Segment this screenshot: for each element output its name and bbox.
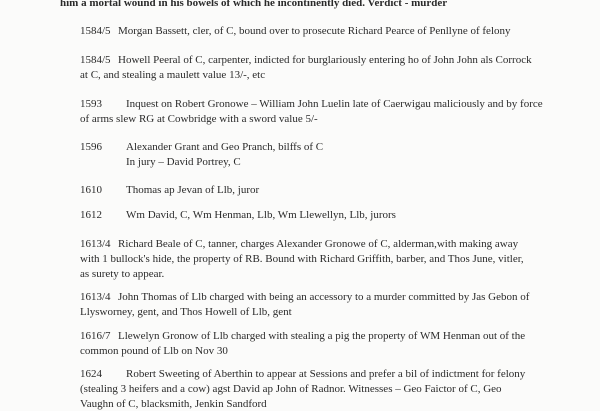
entry-date: 1593 (80, 98, 102, 110)
entry-line: Robert Sweeting of Aberthin to appear at Sessions and prefer a bil of indictment for felony (126, 368, 526, 380)
entry-line: Vaughn of C, blacksmith, Jenkin Sandford (80, 398, 267, 410)
entry-date: 1613/4 (80, 238, 111, 250)
entry-line: Thomas ap Jevan of Llb, juror (126, 184, 260, 196)
entry-date: 1613/4 (80, 291, 111, 303)
entry-line: Morgan Bassett, cler, of C, bound over to prosecute Richard Pearce of Penllyne of felony (118, 25, 511, 37)
entry-line: Howell Peeral of C, carpenter, indicted for burglariously entering ho of John John als Corrock (118, 54, 532, 66)
entry-line: him a mortal wound in his bowels of which he incontinently died. Verdict - murder (60, 0, 448, 9)
entry-date: 1610 (80, 184, 102, 196)
entry-line: (stealing 3 heifers and a cow) agst David ap John of Radnor. Witnesses – Geo Faictor of C, Geo (80, 383, 502, 395)
entry-date: 1584/5 (80, 54, 111, 66)
entry-line: Inquest on Robert Gronowe – William John Luelin late of Caerwigau maliciously and by force (126, 98, 543, 110)
entry-line: at C, and stealing a maulett value 13/-, etc (80, 69, 266, 81)
entry-date: 1624 (80, 368, 102, 380)
entry-date: 1612 (80, 209, 102, 221)
entry-line: Llewelyn Gronow of Llb charged with stealing a pig the property of WM Henman out of the (118, 330, 526, 342)
entry-line: common pound of Llb on Nov 30 (80, 345, 228, 357)
entry-line: John Thomas of Llb charged with being an accessory to a murder committed by Jas Gebon of (118, 291, 530, 303)
entry-line: Richard Beale of C, tanner, charges Alexander Gronowe of C, alderman,with making away (118, 238, 519, 250)
entry-line: Alexander Grant and Geo Pranch, bilffs of C (126, 141, 324, 153)
entry-date: 1596 (80, 141, 102, 153)
entry-line: Llysworney, gent, and Thos Howell of Llb, gent (80, 306, 292, 318)
entry-line: In jury – David Portrey, C (126, 156, 241, 168)
entry-line: with 1 bullock's hide, the property of RB. Bound with Richard Griffith, barber, and Thos June, vitler, (80, 253, 524, 265)
entry-date: 1584/5 (80, 25, 111, 37)
entry-line: Wm David, C, Wm Henman, Llb, Wm Llewellyn, Llb, jurors (126, 209, 396, 221)
entry-date: 1616/7 (80, 330, 111, 342)
entry-line: of arms slew RG at Cowbridge with a sword value 5/- (80, 113, 318, 125)
entry-line: as surety to appear. (80, 268, 165, 280)
